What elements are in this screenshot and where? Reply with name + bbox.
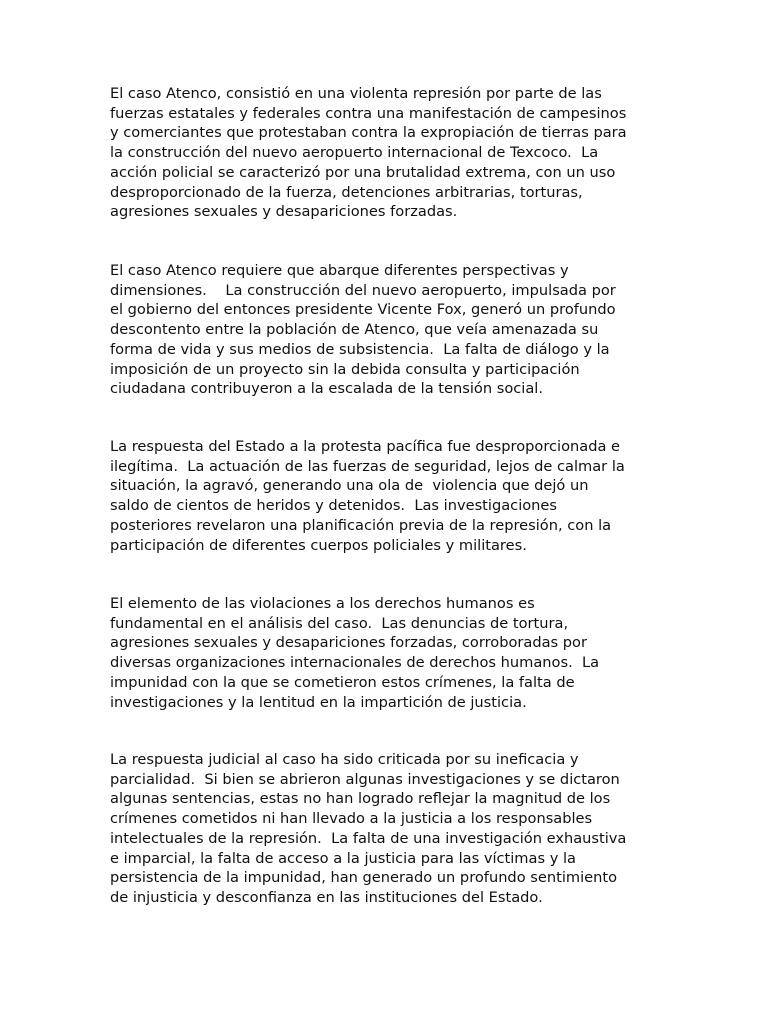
paragraph-3: La respuesta del Estado a la protesta pacífica fue desproporcionada e ilegítima. La actuación de las fuerzas de seguridad, lejos de calmar la situación, la agravó, generando una ola de violencia que dejó un saldo de cientos de heridos y detenidos. Las investigaciones posteriores revelaron una planificación previa de la represión, con la participación de diferentes cuerpos policiales y militares. xyxy=(110,438,625,554)
paragraph-1: El caso Atenco, consistió en una violenta represión por parte de las fuerzas estatales y federales contra una manifestación de campesinos y comerciantes que protestaban contra la expropiación de tierras para la construcción del nuevo aeropuerto internacional de Texcoco. La acción policial se caracterizó por una brutalidad extrema, con un uso desproporcionado de la fuerza, detenciones arbitrarias, torturas, agresiones sexuales y desapariciones forzadas. xyxy=(110,85,627,221)
paragraph-5: La respuesta judicial al caso ha sido criticada por su ineficacia y parcialidad. Si bien se abrieron algunas investigaciones y se dictaron algunas sentencias, estas no han logrado reflejar la magnitud de los crímenes cometidos ni han llevado a la justicia a los responsables intelectuales de la represión. La falta de una investigación exhaustiva e imparcial, la falta de acceso a la justicia para las víctimas y la persistencia de la impunidad, han generado un profundo sentimiento de injusticia y desconfianza en las instituciones del Estado. xyxy=(110,751,627,906)
paragraph-2: El caso Atenco requiere que abarque diferentes perspectivas y dimensiones. La construcción del nuevo aeropuerto, impulsada por el gobierno del entonces presidente Vicente Fox, generó un profundo descontento entre la población de Atenco, que veía amenazada su forma de vida y sus medios de subsistencia. La falta de diálogo y la imposición de un proyecto sin la debida consulta y participación ciudadana contribuyeron a la escalada de la tensión social. xyxy=(110,262,616,398)
paragraph-4: El elemento de las violaciones a los derechos humanos es fundamental en el análisis del caso. Las denuncias de tortura, agresiones sexuales y desapariciones forzadas, corroboradas por diversas organizaciones internacionales de derechos humanos. La impunidad con la que se cometieron estos crímenes, la falta de investigaciones y la lentitud en la impartición de justicia. xyxy=(110,595,600,711)
